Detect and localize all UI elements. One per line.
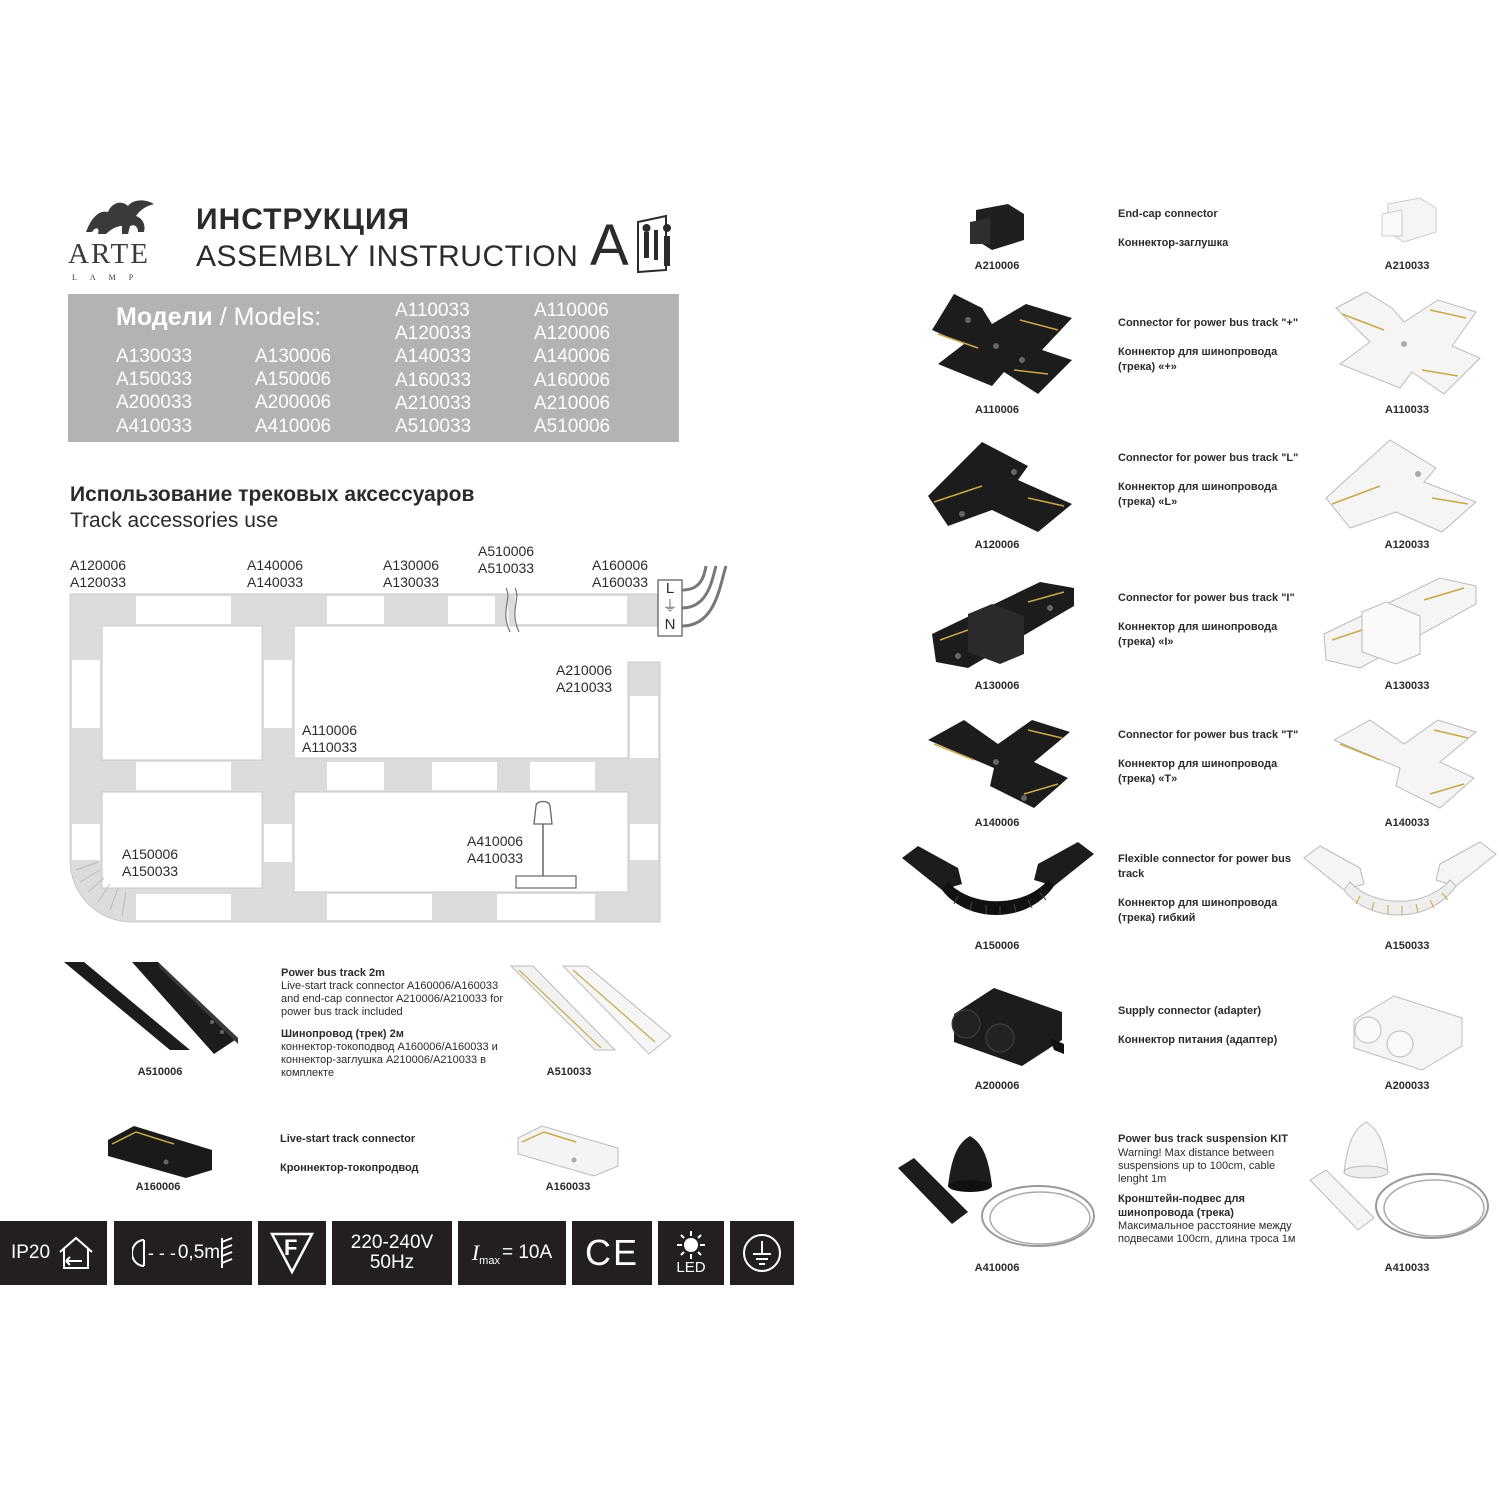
spec-distance-badge: - - - 0,5m bbox=[114, 1221, 252, 1285]
frequency-value: 50Hz bbox=[369, 1252, 415, 1273]
supply-connector-title-ru: Коннектор питания (адаптер) bbox=[1118, 1034, 1278, 1046]
live-start-white-code: A160033 bbox=[545, 1181, 591, 1193]
model-code: A160006 bbox=[534, 369, 611, 391]
cross-title-ru: Коннектор для шинопровода (трека) «+» bbox=[1118, 346, 1278, 373]
t-connector-description bbox=[1118, 728, 1318, 787]
flex-connector-black-code: A150006 bbox=[974, 940, 1020, 952]
indoor-house-icon bbox=[56, 1234, 96, 1272]
model-code: A160033 bbox=[395, 369, 472, 391]
model-code: A200006 bbox=[255, 392, 332, 414]
t-connector-black-code: A140006 bbox=[974, 817, 1020, 829]
voltage-value: 220-240V bbox=[350, 1232, 434, 1253]
terminal-earth-label: ⏚ bbox=[662, 598, 678, 615]
model-code: A110033 bbox=[395, 300, 470, 321]
live-start-black-code: A160006 bbox=[135, 1181, 181, 1193]
model-code: A200033 bbox=[116, 392, 193, 414]
l-connector-white-image bbox=[1320, 436, 1480, 536]
model-code: A130006 bbox=[255, 346, 332, 367]
section-title-ru: Использование трековых аксессуаров bbox=[70, 483, 475, 506]
i-connector-title-en: Connector for power bus track "I" bbox=[1118, 592, 1295, 604]
f-mark-label: F bbox=[284, 1235, 298, 1260]
l-connector-title-ru: Коннектор для шинопровода (трека) «L» bbox=[1118, 481, 1278, 508]
imax-symbol: I bbox=[471, 1240, 480, 1265]
model-code: A510033 bbox=[395, 416, 472, 438]
l-connector-black-code: A120006 bbox=[974, 539, 1020, 551]
title-ru: ИНСТРУКЦИЯ bbox=[196, 203, 411, 236]
flex-connector-title-en: Flexible connector for power bus track bbox=[1118, 853, 1291, 880]
model-code: A510006 bbox=[534, 416, 611, 438]
spec-f-badge bbox=[258, 1221, 326, 1285]
model-code: A410006 bbox=[255, 415, 332, 437]
cross-black-image bbox=[918, 290, 1078, 400]
led-sun-icon bbox=[676, 1230, 706, 1260]
diagram-terminal-labels bbox=[660, 580, 680, 634]
endcap-black-code: A210006 bbox=[974, 260, 1020, 272]
diagram-label-a510: A510006 A510033 bbox=[478, 543, 535, 576]
spec-ce-badge bbox=[572, 1221, 652, 1285]
models-heading: Модели / Models: bbox=[116, 303, 322, 331]
t-connector-black-image bbox=[924, 714, 1074, 814]
t-connector-white-image bbox=[1330, 714, 1480, 814]
suspension-kit-title-en: Power bus track suspension KIT bbox=[1118, 1133, 1288, 1145]
live-start-title-ru: Кроннектор-токопродвод bbox=[280, 1162, 419, 1174]
model-code: A210006 bbox=[534, 392, 611, 414]
spec-current-badge bbox=[458, 1221, 566, 1285]
flex-connector-description bbox=[1118, 852, 1308, 926]
l-connector-description bbox=[1118, 451, 1318, 510]
cross-white-code: A110033 bbox=[1384, 404, 1430, 416]
ip-rating: IP20 bbox=[10, 1242, 51, 1263]
distance-value: 0,5m bbox=[177, 1242, 221, 1263]
track-white-image bbox=[505, 962, 675, 1058]
suspension-kit-black-image bbox=[894, 1112, 1106, 1260]
suspension-kit-white-code: A410033 bbox=[1384, 1262, 1430, 1274]
l-connector-title-en: Connector for power bus track "L" bbox=[1118, 452, 1299, 464]
suspension-kit-black-code: A410006 bbox=[974, 1262, 1020, 1274]
l-connector-black-image bbox=[918, 436, 1078, 536]
i-connector-black-image bbox=[928, 578, 1078, 676]
endcap-description bbox=[1118, 207, 1318, 251]
model-code: A150033 bbox=[116, 369, 193, 391]
i-connector-black-code: A130006 bbox=[974, 680, 1020, 692]
lamp-distance-icon bbox=[132, 1238, 146, 1268]
diagram-label-a160: A160006 A160033 bbox=[592, 557, 649, 590]
flex-connector-white-image bbox=[1300, 838, 1500, 938]
track-title-en: Power bus track 2m bbox=[281, 967, 385, 979]
model-code: A210033 bbox=[395, 392, 472, 414]
imax-subscript: max bbox=[479, 1255, 500, 1267]
track-text-en: Live-start track connector A160006/A160033 and end-cap connector A210006/A210033 for power bus track included bbox=[281, 980, 504, 1018]
track-title-ru: Шинопровод (трек) 2м bbox=[281, 1028, 404, 1040]
flex-connector-title-ru: Коннектор для шинопровода (трека) гибкий bbox=[1118, 897, 1278, 924]
supply-connector-description bbox=[1118, 1004, 1318, 1048]
flex-connector-white-code: A150033 bbox=[1384, 940, 1430, 952]
endcap-title-ru: Коннектор-заглушка bbox=[1118, 237, 1229, 249]
spec-voltage-badge bbox=[332, 1221, 452, 1285]
suspension-kit-text-en: Warning! Max distance between suspensions up to 100cm, cable lenght 1m bbox=[1118, 1147, 1276, 1185]
track-layout-diagram bbox=[0, 0, 800, 940]
live-start-title-en: Live-start track connector bbox=[280, 1133, 416, 1145]
t-connector-white-code: A140033 bbox=[1384, 817, 1430, 829]
cross-black-code: A110006 bbox=[974, 404, 1020, 416]
model-code: A110006 bbox=[534, 300, 609, 321]
diagram-label-a210: A210006 A210033 bbox=[556, 662, 613, 695]
section-title-en: Track accessories use bbox=[70, 509, 279, 532]
suspension-kit-white-image bbox=[1304, 1110, 1496, 1258]
supply-connector-white-image bbox=[1344, 990, 1468, 1076]
diagram-label-a410: A410006 A410033 bbox=[467, 833, 524, 866]
endcap-white-code: A210033 bbox=[1384, 260, 1430, 272]
diagram-label-a130: A130006 A130033 bbox=[383, 557, 440, 590]
logo-text: ARTE bbox=[68, 238, 150, 270]
endcap-black-image bbox=[966, 200, 1028, 256]
track-white-code: A510033 bbox=[546, 1066, 592, 1078]
track-black-code: A510006 bbox=[137, 1066, 183, 1078]
endcap-white-image bbox=[1376, 194, 1442, 246]
supply-connector-white-code: A200033 bbox=[1384, 1080, 1430, 1092]
cross-white-image bbox=[1326, 288, 1486, 402]
t-connector-title-ru: Коннектор для шинопровода (трека) «T» bbox=[1118, 758, 1278, 785]
diagram-label-a140: A140006 A140033 bbox=[247, 557, 304, 590]
t-connector-title-en: Connector for power bus track "T" bbox=[1118, 729, 1299, 741]
track-text-ru: коннектор-токоподвод A160006/A160033 и коннектор-заглушка A210006/A210033 в комплекте bbox=[281, 1041, 498, 1079]
terminal-l-label: L bbox=[665, 580, 675, 597]
model-code: A140006 bbox=[534, 346, 611, 368]
diagram-label-a120: A120006 A120033 bbox=[70, 557, 127, 590]
suspension-kit-text-ru: Максимальное расстояние между подвесами 100cm, длина троса 1м bbox=[1118, 1220, 1296, 1245]
l-connector-white-code: A120033 bbox=[1384, 539, 1430, 551]
spec-ip-badge bbox=[0, 1221, 107, 1285]
model-code: A120033 bbox=[395, 323, 472, 345]
i-connector-description bbox=[1118, 591, 1318, 650]
live-start-white-image bbox=[512, 1120, 624, 1178]
i-connector-white-code: A130033 bbox=[1384, 680, 1430, 692]
title-en: ASSEMBLY INSTRUCTION bbox=[196, 240, 579, 273]
model-code: A150006 bbox=[255, 369, 332, 391]
suspension-kit-description bbox=[1118, 1132, 1318, 1246]
track-black-image bbox=[62, 958, 242, 1060]
spec-earth-badge bbox=[730, 1221, 794, 1285]
flex-connector-black-image bbox=[898, 838, 1098, 938]
led-label: LED bbox=[676, 1259, 706, 1276]
i-connector-title-ru: Коннектор для шинопровода (трека) «I» bbox=[1118, 621, 1278, 648]
imax-value: = 10A bbox=[501, 1242, 553, 1263]
i-connector-white-image bbox=[1320, 574, 1480, 674]
class-badge-letter: A bbox=[590, 213, 629, 278]
model-code: A130033 bbox=[116, 346, 193, 367]
model-code: A120006 bbox=[534, 323, 611, 345]
protective-earth-icon bbox=[741, 1232, 783, 1274]
diagram-label-a110: A110006 A110033 bbox=[302, 722, 358, 755]
cross-title-en: Connector for power bus track "+" bbox=[1118, 317, 1299, 329]
endcap-title-en: End-cap connector bbox=[1118, 208, 1218, 220]
terminal-n-label: N bbox=[664, 616, 676, 633]
logo-subtext: LAMP bbox=[72, 273, 147, 282]
supply-connector-black-code: A200006 bbox=[974, 1080, 1020, 1092]
live-start-black-image bbox=[104, 1120, 216, 1180]
surface-hatch-icon bbox=[220, 1236, 234, 1270]
diagram-label-a150: A150006 A150033 bbox=[122, 846, 179, 879]
track-description bbox=[281, 966, 511, 1080]
spec-led-badge bbox=[658, 1221, 724, 1285]
suspension-kit-title-ru: Кронштейн-подвес для шинопровода (трека) bbox=[1118, 1193, 1245, 1219]
ce-mark: CE bbox=[584, 1232, 639, 1273]
supply-connector-black-image bbox=[944, 978, 1068, 1078]
model-code: A140033 bbox=[395, 346, 472, 368]
model-code: A410033 bbox=[116, 415, 193, 437]
cross-description bbox=[1118, 316, 1318, 375]
supply-connector-title-en: Supply connector (adapter) bbox=[1118, 1005, 1262, 1017]
